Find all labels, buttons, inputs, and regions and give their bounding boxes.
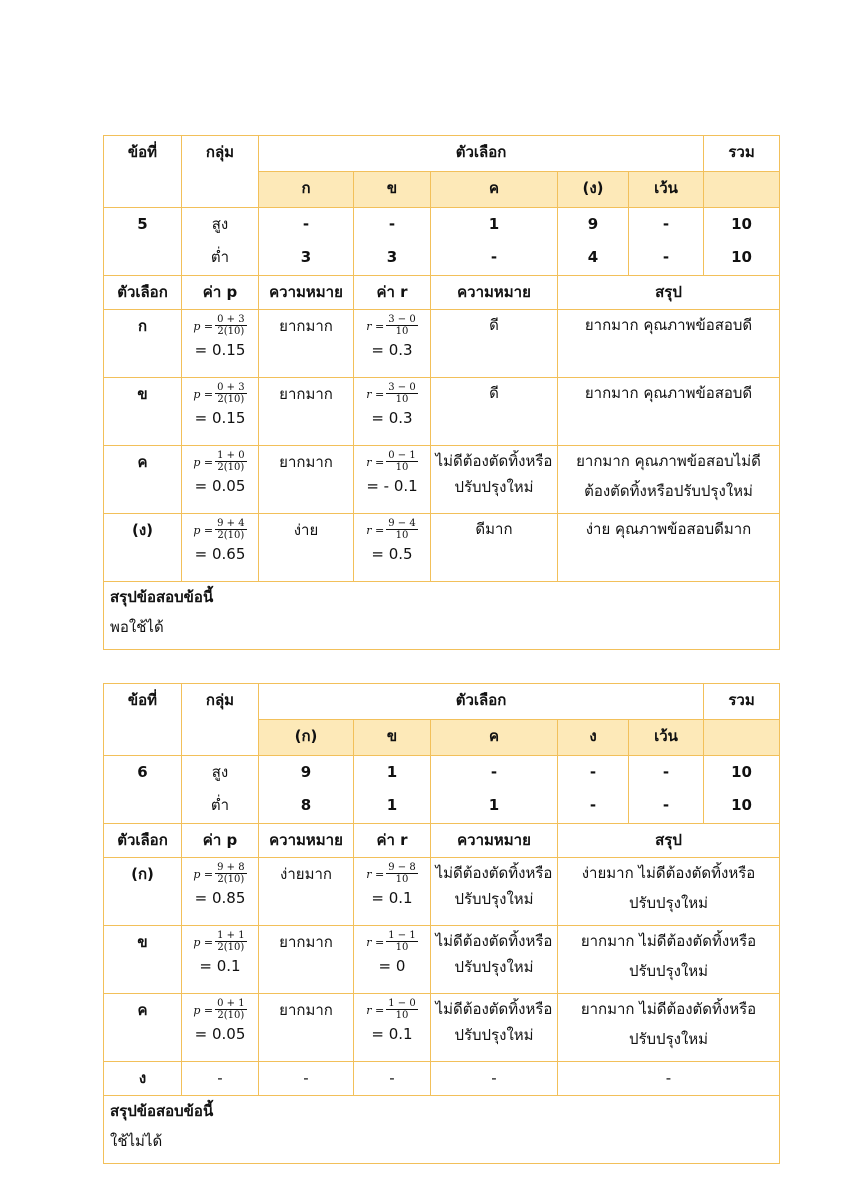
r-value: = - 0.1 [366,477,418,495]
meaning-p: ยากมาก [259,994,354,1062]
analysis-row [104,378,780,446]
item-analysis-table-5 [103,135,779,650]
r-fraction [386,518,417,541]
r-calc [354,858,431,926]
p-numerator: 0 + 3 [217,382,245,393]
r-formula [356,998,428,1022]
option-label: ข [354,172,431,208]
r-fraction [386,930,417,953]
r-symbol: r = [366,1004,385,1017]
p-formula [184,930,256,954]
p-symbol: p = [193,1004,214,1017]
r-calc [354,926,431,994]
row-option: (ง) [104,514,182,582]
p-symbol: p = [193,456,214,469]
p-formula [184,450,256,474]
r-fraction [386,450,417,473]
r-fraction [386,862,417,885]
header-item: ข้อที่ [104,684,182,756]
conclusion: ยากมาก คุณภาพข้อสอบดี [558,378,780,446]
r-fraction [386,314,417,337]
low-count: 1 [488,796,500,814]
meaning-p: ยากมาก [259,446,354,514]
r-denominator: 10 [395,942,409,953]
header-total: รวม [704,684,780,720]
analysis-header-meaning-p: ความหมาย [259,824,354,858]
r-symbol: r = [366,388,385,401]
analysis-header-r: ค่า r [354,824,431,858]
p-formula [184,518,256,542]
analysis-header-p: ค่า p [182,276,259,310]
option-label: (ง) [558,172,629,208]
row-option: ข [104,378,182,446]
group-cell [182,208,259,276]
p-formula [184,382,256,406]
blank-row-value: - [354,1062,431,1096]
meaning-p: ง่าย [259,514,354,582]
meaning-p: ยากมาก [259,378,354,446]
option-label: ค [431,720,558,756]
p-numerator: 0 + 3 [217,314,245,325]
p-numerator: 1 + 1 [217,930,245,941]
blank-row-value: - [182,1062,259,1096]
group-high: สูง [211,763,229,781]
p-formula [184,998,256,1022]
analysis-header-r: ค่า r [354,276,431,310]
r-denominator: 10 [395,326,409,337]
r-calc [354,514,431,582]
summary-cell [104,582,780,650]
analysis-row [104,514,780,582]
option-label-blank [704,172,780,208]
p-fraction [215,518,246,541]
row-option: ค [104,994,182,1062]
p-formula [184,314,256,338]
r-formula [356,518,428,542]
p-calc [182,514,259,582]
p-symbol: p = [193,936,214,949]
high-total: 10 [731,215,752,233]
meaning-r: ดีมาก [431,514,558,582]
summary-text: ใช้ไม่ได้ [110,1132,163,1150]
conclusion: ยากมาก คุณภาพข้อสอบดี [558,310,780,378]
count-cell [629,756,704,824]
r-symbol: r = [366,936,385,949]
meaning-r: ดี [431,378,558,446]
r-numerator: 3 − 0 [388,314,416,325]
analysis-header-option: ตัวเลือก [104,276,182,310]
blank-row-value: - [558,1062,780,1096]
p-symbol: p = [193,868,214,881]
analysis-rows [104,310,780,582]
summary-title: สรุปข้อสอบข้อนี้ [110,1102,214,1120]
item-analysis-table-6 [103,683,779,1164]
r-formula [356,450,428,474]
count-cell [558,208,629,276]
p-value: = 0.05 [194,1025,246,1043]
r-numerator: 9 − 4 [388,518,416,529]
r-value: = 0.1 [371,1025,413,1043]
p-value: = 0.15 [194,341,246,359]
low-count: 3 [386,248,398,266]
analysis-header-conclusion: สรุป [558,824,780,858]
r-value: = 0.3 [371,341,413,359]
p-denominator: 2(10) [217,1010,245,1021]
low-count: 1 [386,796,398,814]
r-calc [354,446,431,514]
low-count: - [662,248,670,266]
r-value: = 0.3 [371,409,413,427]
blank-row-value: - [259,1062,354,1096]
low-total: 10 [731,248,752,266]
p-value: = 0.65 [194,545,246,563]
option-label: เว้น [629,720,704,756]
group-low: ต่ำ [210,248,230,266]
conclusion: ยากมาก ไม่ดีต้องตัดทิ้งหรือปรับปรุงใหม่ [558,926,780,994]
high-count: - [302,215,310,233]
option-label-blank [704,720,780,756]
analysis-header-meaning-r: ความหมาย [431,824,558,858]
r-denominator: 10 [395,874,409,885]
p-calc [182,378,259,446]
p-symbol: p = [193,320,214,333]
p-calc [182,926,259,994]
row-option: ก [104,310,182,378]
count-cell [431,756,558,824]
count-cell [354,756,431,824]
total-cell [704,208,780,276]
blank-row-option: ง [104,1062,182,1096]
p-fraction [215,930,246,953]
meaning-p: ยากมาก [259,310,354,378]
r-fraction [386,382,417,405]
count-cell [354,208,431,276]
analysis-header-p: ค่า p [182,824,259,858]
header-options: ตัวเลือก [259,136,704,172]
count-cell [259,208,354,276]
meaning-p: ง่ายมาก [259,858,354,926]
row-option: ค [104,446,182,514]
summary-text: พอใช้ได้ [110,618,164,636]
header-options: ตัวเลือก [259,684,704,720]
r-calc [354,378,431,446]
low-count: 4 [587,248,599,266]
meaning-r: ไม่ดีต้องตัดทิ้งหรือปรับปรุงใหม่ [431,994,558,1062]
analysis-header-meaning-p: ความหมาย [259,276,354,310]
p-fraction [215,862,246,885]
total-cell [704,756,780,824]
high-count: 9 [587,215,599,233]
analysis-header-conclusion: สรุป [558,276,780,310]
option-label: ก [259,172,354,208]
r-formula [356,314,428,338]
r-formula [356,382,428,406]
r-formula [356,862,428,886]
low-total: 10 [731,796,752,814]
header-item: ข้อที่ [104,136,182,208]
r-value: = 0.1 [371,889,413,907]
r-calc [354,310,431,378]
option-label: ค [431,172,558,208]
r-fraction [386,998,417,1021]
low-count: - [589,796,597,814]
p-formula [184,862,256,886]
p-numerator: 9 + 8 [217,862,245,873]
r-denominator: 10 [395,394,409,405]
analysis-header-option: ตัวเลือก [104,824,182,858]
conclusion: ง่ายมาก ไม่ดีต้องตัดทิ้งหรือปรับปรุงใหม่ [558,858,780,926]
p-fraction [215,382,246,405]
p-numerator: 9 + 4 [217,518,245,529]
high-count: - [490,763,498,781]
r-symbol: r = [366,524,385,537]
high-count: 9 [300,763,312,781]
high-count: - [662,215,670,233]
p-value: = 0.1 [199,957,241,975]
analysis-row [104,858,780,926]
high-count: 1 [488,215,500,233]
count-cell [431,208,558,276]
item-number: 5 [104,208,182,276]
p-denominator: 2(10) [217,462,245,473]
p-fraction [215,450,246,473]
low-count: 3 [300,248,312,266]
p-symbol: p = [193,388,214,401]
header-total: รวม [704,136,780,172]
option-label: เว้น [629,172,704,208]
conclusion: ยากมาก ไม่ดีต้องตัดทิ้งหรือปรับปรุงใหม่ [558,994,780,1062]
analysis-row [104,446,780,514]
p-value: = 0.15 [194,409,246,427]
option-label: ข [354,720,431,756]
high-count: 1 [386,763,398,781]
p-calc [182,994,259,1062]
header-group: กลุ่ม [182,136,259,208]
row-option: (ก) [104,858,182,926]
count-cell [259,756,354,824]
p-fraction [215,314,246,337]
analysis-row [104,310,780,378]
r-symbol: r = [366,868,385,881]
count-cell [629,208,704,276]
r-numerator: 3 − 0 [388,382,416,393]
low-count: - [490,248,498,266]
count-cell [558,756,629,824]
r-value: = 0.5 [371,545,413,563]
meaning-p: ยากมาก [259,926,354,994]
meaning-r: ดี [431,310,558,378]
option-label: ง [558,720,629,756]
option-label: (ก) [259,720,354,756]
p-calc [182,858,259,926]
r-denominator: 10 [395,462,409,473]
p-fraction [215,998,246,1021]
p-value: = 0.05 [194,477,246,495]
r-denominator: 10 [395,530,409,541]
p-denominator: 2(10) [217,874,245,885]
meaning-r: ไม่ดีต้องตัดทิ้งหรือปรับปรุงใหม่ [431,446,558,514]
meaning-r: ไม่ดีต้องตัดทิ้งหรือปรับปรุงใหม่ [431,858,558,926]
r-value: = 0 [378,957,406,975]
high-total: 10 [731,763,752,781]
p-value: = 0.85 [194,889,246,907]
header-group: กลุ่ม [182,684,259,756]
p-numerator: 1 + 0 [217,450,245,461]
analysis-rows [104,858,780,1062]
r-symbol: r = [366,320,385,333]
high-count: - [388,215,396,233]
conclusion: ยากมาก คุณภาพข้อสอบไม่ดีต้องตัดทิ้งหรือปรับปรุงใหม่ [558,446,780,514]
analysis-header-meaning-r: ความหมาย [431,276,558,310]
high-count: - [589,763,597,781]
high-count: - [662,763,670,781]
item-number: 6 [104,756,182,824]
group-cell [182,756,259,824]
r-numerator: 0 − 1 [388,450,416,461]
blank-row-value: - [431,1062,558,1096]
group-high: สูง [211,215,229,233]
row-option: ข [104,926,182,994]
analysis-row [104,926,780,994]
conclusion: ง่าย คุณภาพข้อสอบดีมาก [558,514,780,582]
analysis-row [104,994,780,1062]
p-denominator: 2(10) [217,942,245,953]
r-symbol: r = [366,456,385,469]
r-calc [354,994,431,1062]
group-low: ต่ำ [210,796,230,814]
p-symbol: p = [193,524,214,537]
summary-title: สรุปข้อสอบข้อนี้ [110,588,214,606]
p-calc [182,310,259,378]
r-numerator: 9 − 8 [388,862,416,873]
r-numerator: 1 − 1 [388,930,416,941]
p-denominator: 2(10) [217,394,245,405]
low-count: 8 [300,796,312,814]
low-count: - [662,796,670,814]
r-formula [356,930,428,954]
p-denominator: 2(10) [217,326,245,337]
p-denominator: 2(10) [217,530,245,541]
p-calc [182,446,259,514]
meaning-r: ไม่ดีต้องตัดทิ้งหรือปรับปรุงใหม่ [431,926,558,994]
r-denominator: 10 [395,1010,409,1021]
summary-cell [104,1096,780,1164]
p-numerator: 0 + 1 [217,998,245,1009]
r-numerator: 1 − 0 [388,998,416,1009]
